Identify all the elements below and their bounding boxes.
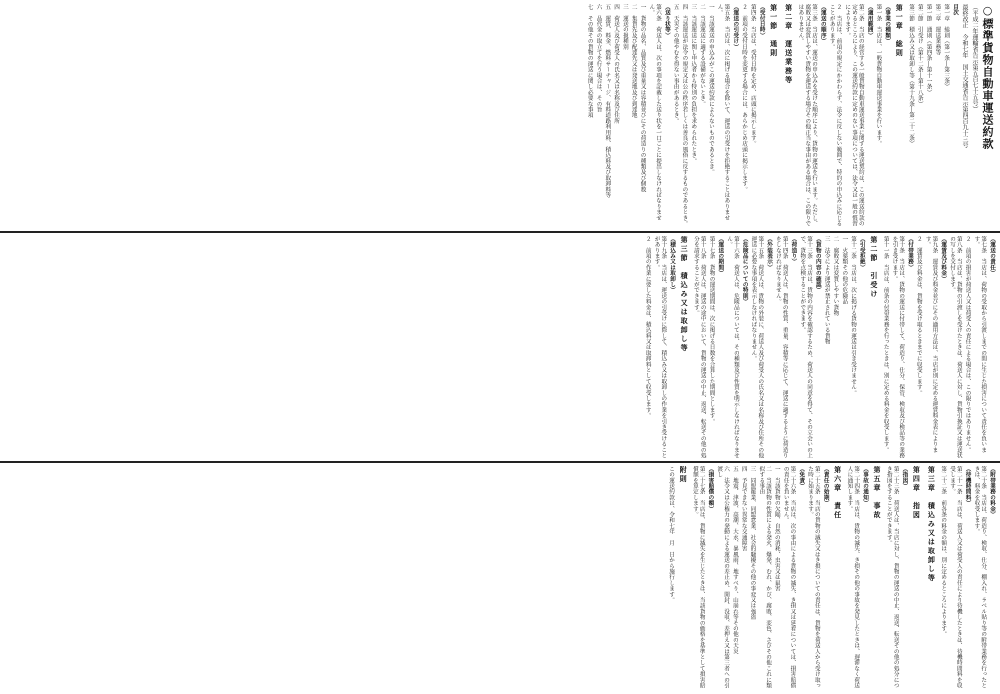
article-heading: （付帯業務） bbox=[907, 236, 914, 271]
text-column: 一 火薬類その他の危険品 bbox=[841, 236, 848, 305]
band-top bbox=[4, 4, 996, 230]
text-column: 第一章 総則（第一条―第三条） bbox=[943, 4, 950, 90]
article-heading: （引受拒絶） bbox=[858, 236, 865, 271]
chapter-heading: 第六章 責任 bbox=[833, 466, 842, 520]
text-column: 第二十六条 当店は、次の事由による貨物の滅失、き損又は延着については、損害賠償の責任を負いません。 bbox=[782, 466, 796, 689]
article-heading: （指図） bbox=[901, 466, 908, 489]
text-column: 四 荷送人及び荷受人の氏名又は名称及び住所 bbox=[613, 4, 620, 124]
text-column: 第四条 当店は、受付日時を定め、店頭に掲示します。 bbox=[749, 4, 756, 147]
text-column: 第一節 通則（第四条―第十一条） bbox=[925, 4, 932, 96]
text-column: 二 当該貨物の性質による発火、爆発、むれ、かび、腐敗、変色、さびその他これに類似する事由 bbox=[758, 466, 772, 689]
text-column: 三 運送の扱種別 bbox=[621, 4, 628, 50]
band-middle bbox=[4, 236, 996, 460]
article-heading: （受付日時） bbox=[758, 4, 765, 39]
text-column: ２ 前項の受付日時を変更する場合には、あらかじめ店頭に掲示します。 bbox=[741, 4, 748, 193]
text-column: 第十三条 当店は、貨物の内容を確認するため、荷送人の同意を得て、その立会いの上で、貨物を点検することができます。 bbox=[799, 236, 813, 459]
text-column: ２ 前項の作業に要した料金は、積込料又は取卸料として収受します。 bbox=[644, 236, 651, 419]
chapter-heading: 第二章 運送業務等 bbox=[784, 4, 793, 85]
text-column: 五 地震、津波、高潮、大水、暴風雨、地すべり、山崩れ等その他の天災 bbox=[731, 466, 738, 655]
text-column: 第十一条 当店は、前条の付帯業務を行ったときは、別に定める料金を収受します。 bbox=[882, 236, 889, 453]
article-heading: （運送の責任） bbox=[989, 236, 995, 276]
chapter-heading: 第五章 事故 bbox=[873, 466, 882, 520]
article-heading: （附帯業務の料金） bbox=[989, 466, 995, 518]
article-heading: （積込み又は取卸し） bbox=[669, 236, 676, 293]
text-column: 第十八条 荷送人は、運送の途中において、貨物の運送の中止、返送、転送その他の処分を請求することができます。 bbox=[692, 236, 706, 459]
text-column: 二 腐敗又は変質しやすい貨物 bbox=[832, 236, 839, 316]
article-heading: （責任の始期） bbox=[822, 466, 829, 506]
article-heading: （運賃及び料金） bbox=[940, 236, 947, 282]
text-column: 第十四条 荷送人は、貨物の性質、重量、容積等に応じて、運送に適するように荷造りをしなければなりません。 bbox=[774, 236, 788, 459]
article-heading: （適用範囲） bbox=[866, 4, 873, 39]
document-revision: 最終改正 令和七年 国土交通省告示第四百九十三号 bbox=[961, 4, 968, 148]
article-heading: （事業の種類） bbox=[884, 4, 891, 44]
text-column: 三 同盟罷業、同盟怠業、社会的騒擾その他の事変又は強盗 bbox=[749, 466, 756, 620]
article-heading: （貨物の内容の確認） bbox=[814, 236, 821, 293]
text-column: ２ 運賃及び料金は、貨物を受け取るときまでに収受します。 bbox=[915, 236, 922, 396]
article-heading: （免責） bbox=[798, 466, 805, 489]
text-column: 一 当該運送の申込みがこの運送約款によらないものであるとき。 bbox=[707, 4, 714, 175]
text-column: 一 貨物の品名、品質及び重量又は容積並びにその荷造りの種類及び個数 bbox=[639, 4, 646, 193]
article-heading: （送り状等） bbox=[663, 4, 670, 39]
supplementary-heading: 附則 bbox=[679, 466, 688, 484]
text-column: 第二条 当店の経営する一般貨物自動車運送事業に関する運送契約は、この運送約款の定めるところにより、この運送約款に定めのない事項については、法令又は一般の慣習によります。 bbox=[844, 4, 864, 227]
text-column: 第十五条 荷送人は、貨物の外装に、荷送人及び荷受人の氏名又は名称及び住所その他運送に必要な事項を表示しなければなりません。 bbox=[750, 236, 764, 459]
text-column: ２ 前項の損害が荷送人又は荷受人の責任による場合は、この限りではありません。 bbox=[964, 236, 971, 453]
text-column: ２ 当店は、前項の規定にかかわらず、法令に反しない範囲で、特約の申込みに応じることがあります。 bbox=[828, 4, 842, 227]
text-column: 第二十二条 前各条の料金の額は、別に定めるところによります。 bbox=[940, 466, 947, 637]
text-column: 第二十一条 当店は、荷送人又は荷受人の責任により待機したときは、待機時間料を収受します。 bbox=[949, 466, 962, 689]
text-column: 第二章 運送業務等 bbox=[934, 4, 941, 56]
text-column: 第六条 荷送人は、次の事項を記載した送り状を一口ごとに提出しなければなりません。 bbox=[648, 4, 662, 221]
text-column: 第九条 運賃及び料金並びにその適用方法は、当店が別に定める運賃料金表によります。 bbox=[924, 236, 938, 453]
text-column: 二 当該運送に適する設備がないとき。 bbox=[699, 4, 706, 107]
text-column: 第十二条 当店は、次に掲げる貨物の運送は引き受けません。 bbox=[850, 236, 857, 396]
article-heading: （損害賠償の額） bbox=[707, 466, 714, 512]
horizontal-divider bbox=[0, 231, 1000, 233]
text-column: 第十六条 荷送人は、危険品については、その種類及び性質を明示しなければなりません。 bbox=[726, 236, 739, 459]
text-column: 第七条 当店は、荷物の受取から引渡しまでの間に生じた損害について責任を負います。 bbox=[973, 236, 987, 453]
text-column: 五 運賃、料金、燃料サーチャージ、有料道路利用料、積込料及び取卸料等 bbox=[604, 4, 611, 198]
text-column: 第二十四条 当店は、貨物の滅失、き損その他の事故を発見したときは、遅滞なく荷送人に通知します。 bbox=[846, 466, 860, 689]
section-heading: 第三節 積込み又は取卸し等 bbox=[680, 236, 689, 353]
text-column: 第十七条 貨物の運送期間は、次に掲げる日数を合算した期間とします。 bbox=[708, 236, 715, 425]
text-column: 第一条 当店は、一般貨物自動車運送事業を行います。 bbox=[875, 4, 882, 147]
chapter-heading: 第三章 積込み又は取卸し等 bbox=[927, 466, 936, 583]
text-column: 四 予見できない異常な交通障害 bbox=[740, 466, 747, 552]
text-column: 第二十五条 当店の貨物の滅失又はき損についての責任は、貨物を荷送人から受け取った時に始まります。 bbox=[807, 466, 820, 689]
band-bottom bbox=[4, 466, 996, 690]
text-column: 三 当該運送に関し申込者から特別の負担を求められたとき。 bbox=[690, 4, 697, 164]
text-column: 第三条 当店は、運送の申込みを受けた順序により、貨物の運送を行います。ただし、腐敗又は変質しやすい貨物を運送する場合その他正当な事由がある場合は、この限りではありません。 bbox=[797, 4, 818, 227]
band-middle-columns bbox=[4, 236, 996, 460]
band-top-columns bbox=[4, 4, 996, 230]
article-heading: （待機時間料） bbox=[964, 466, 971, 506]
document-title: ○標準貨物自動車運送約款 bbox=[981, 4, 994, 150]
text-column: この運送約款は、令和七年 月 日から施行します。 bbox=[668, 466, 675, 603]
horizontal-divider bbox=[0, 461, 1000, 463]
text-column: 第二十三条 荷送人は、当店に対し、貨物の運送の中止、返送、転送その他の処分につき指図をすることができます。 bbox=[885, 466, 899, 689]
text-column: 六 法令又は公権力の発動による運送の差止め、開封、没収、差押え又は第三者への引渡し bbox=[716, 466, 730, 689]
text-column: 第八条 当店は、貨物の引渡しを受けたときは、荷送人に対し、貨物引換証又は運送状の写しを交付します。 bbox=[949, 236, 962, 459]
chapter-heading: 第一章 総則 bbox=[895, 4, 904, 58]
band-bottom-columns bbox=[4, 466, 996, 690]
text-column: 第十九条 当店は、運送の引受けに際して、積込み又は取卸しの作業を引き受けることがあります。 bbox=[653, 236, 667, 459]
text-column: 四 当該運送が法令の規定又は公の秩序若しくは善良の風俗に反するものであるとき。 bbox=[681, 4, 688, 227]
text-column: 目次 bbox=[952, 4, 958, 16]
text-column: 第五条 当店は、次に掲げる場合を除いて、運送の引受けを拒絶することはありません。 bbox=[716, 4, 730, 221]
text-column: 三 法令により運送が禁止されている貨物 bbox=[823, 236, 830, 345]
section-heading: 第二節 引受け bbox=[869, 236, 878, 299]
chapter-heading: 第四章 指図 bbox=[912, 466, 921, 520]
article-heading: （事故の通知） bbox=[862, 466, 869, 506]
section-heading: 第一節 通則 bbox=[769, 4, 778, 58]
text-column: 第二十条 当店は、荷造り、検収、仕分、棚入れ、ラベル貼り等の附帯業務を行ったときは、料金を収受します。 bbox=[973, 466, 987, 689]
article-heading: （運送の引受け） bbox=[732, 4, 739, 50]
article-heading: （危険品についての特則） bbox=[741, 236, 748, 305]
article-heading: （荷造り） bbox=[790, 236, 797, 265]
text-column: 第三節 積込み又は取卸し等（第十九条―第二十二条） bbox=[908, 4, 915, 147]
text-column: 五 天災その他やむを得ない事由があるとき。 bbox=[672, 4, 679, 124]
text-column: 第二節 引受け（第十二条―第十八条） bbox=[916, 4, 923, 107]
document-subtitle: （平成二年運輸省告示第五百七十五号） bbox=[971, 4, 978, 112]
article-heading: （外装表示） bbox=[766, 236, 773, 271]
text-column: 一 当該貨物の欠陥、自然の消耗、虫害又は鼠害 bbox=[773, 466, 780, 592]
article-heading: （運送の順序） bbox=[819, 4, 826, 44]
text-column: 七 その他その貨物の運送に関し必要な事項 bbox=[586, 4, 593, 118]
text-column: 第十条 当店は、貨物の運送に付帯して、荷造り、仕分、保管、検収及び検品等の業務を引き受けます。 bbox=[891, 236, 905, 459]
text-column: 第二十七条 当店は、貨物に滅失を生じたときは、当該貨物の価格を基準として損害賠償額を算定します。 bbox=[691, 466, 705, 689]
text-column: 二 集貨先及び配達先又は発送地及び到達地 bbox=[630, 4, 637, 118]
article-heading: （運送の期間） bbox=[717, 236, 724, 276]
text-column: 六 品代金の取立てを行う場合は、その旨 bbox=[595, 4, 602, 113]
